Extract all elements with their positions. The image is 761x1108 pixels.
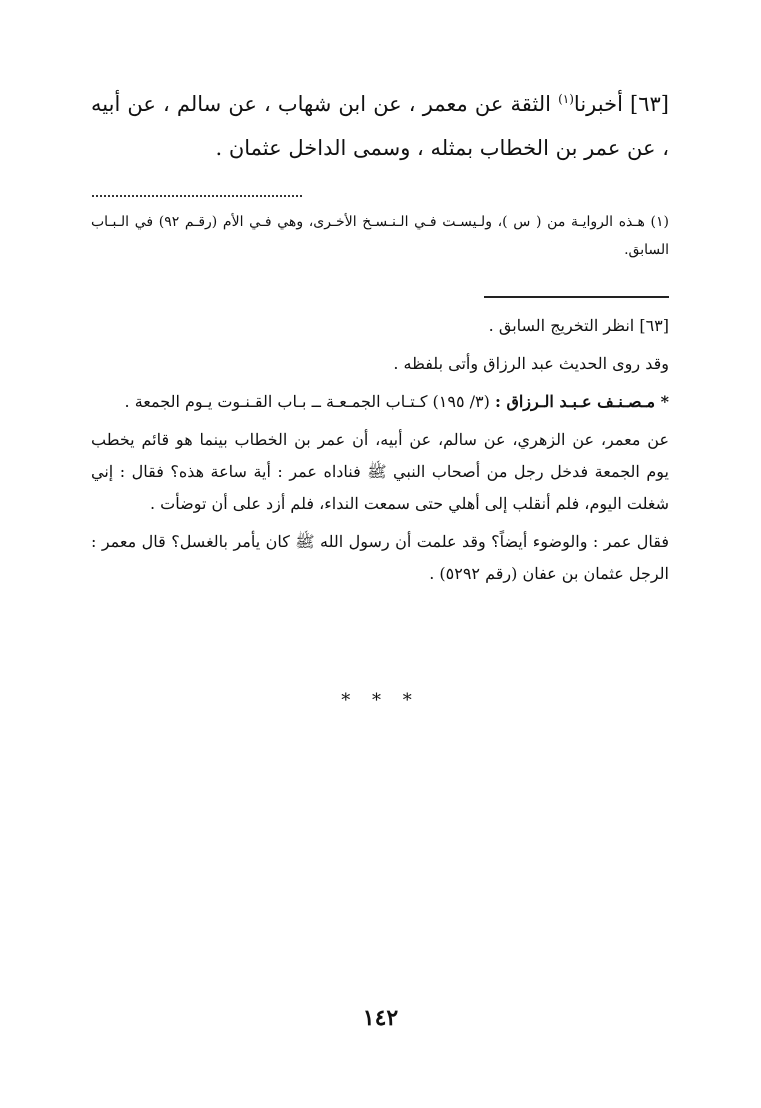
main-text [91,82,669,170]
page-number: ١٤٢ [362,1005,399,1031]
ornament-stars: * * * [341,690,420,711]
main-text-part-a: أخبرنا [573,92,623,116]
commentary-paragraph-5: فقال عمر : والوضوء أيضاً؟ وقد علمت أن رسول الله ﷺ كان يأمر بالغسل؟ قال معمر : الرجل عثمان بن عفان (رقم ٥٢٩٢) . [91,532,669,583]
main-text-part-b: الثقة عن معمر ، عن ابن شهاب ، عن سالم ، عن أبيه ، عن عمر بن الخطاب بمثله ، وسمى الداخل عثمان . [91,92,669,160]
hadith-number: [٦٣] [630,92,669,116]
commentary-number: [٦٣] [639,316,669,335]
section-rule [484,296,669,298]
footnote-marker: (١) [558,92,574,106]
commentary [91,310,669,596]
source-title: * مـصـنـف عـبـد الـرزاق : [494,392,669,411]
commentary-paragraph-1 [91,310,669,342]
footnote: (١) هـذه الروايـة من ( س )، ولـيسـت فـي الـنـسـخ الأخـرى، وهي فـي الأم (رقـم ٩٢) في الـبـاب السابق. [91,214,669,258]
commentary-paragraph-3 [91,386,669,418]
commentary-paragraph-2: وقد روى الحديث عبد الرزاق وأتى بلفظه . [393,354,669,373]
commentary-intro: انظر التخريج السابق . [488,316,635,335]
source-reference: (٣/ ١٩٥) كـتـاب الجمـعـة ــ بـاب القـنـوت يـوم الجمعة . [124,392,490,411]
footnote-separator [92,195,302,199]
commentary-paragraph-4: عن معمر، عن الزهري، عن سالم، عن أبيه، أن عمر بن الخطاب بينما هو قائم يخطب يوم الجمعة فدخل رجل من أصحاب النبي ﷺ فناداه عمر : أية ساعة هذه؟ فقال : إني شغلت اليوم، فلم أنقلب إلى أهلي حتى سمعت النداء، فلم أزد على أن توضأت . [91,430,669,513]
